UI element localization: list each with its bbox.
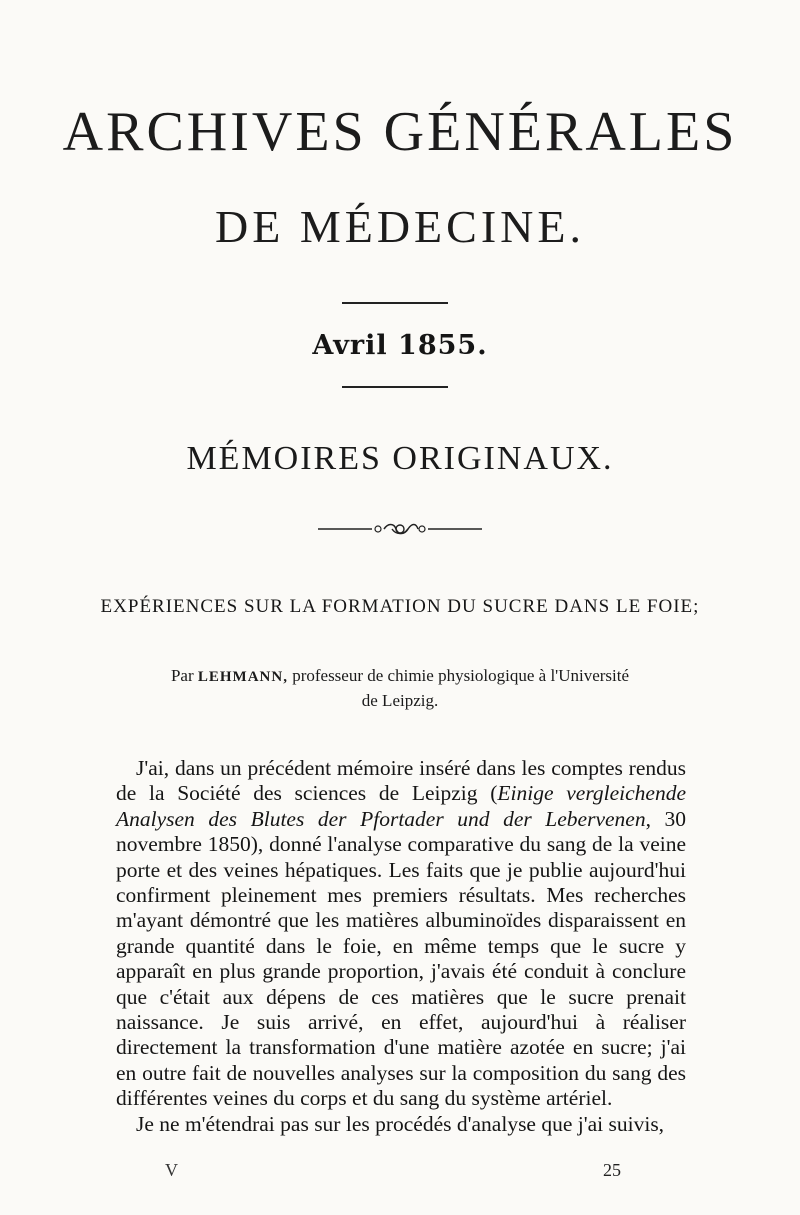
issue-date: Avril 1855. — [312, 330, 488, 361]
article-title: EXPÉRIENCES SUR LA FORMATION DU SUCRE DANS LE FOIE; — [100, 596, 700, 617]
article-body — [116, 756, 686, 1137]
page-number: 25 — [603, 1160, 621, 1180]
journal-title-line1: ARCHIVES GÉNÉRALES — [62, 101, 738, 163]
byline-city: de Leipzig. — [361, 691, 439, 710]
byline — [140, 664, 660, 713]
byline-affiliation: professeur de chimie physiologique à l'Université — [292, 666, 630, 685]
byline-prefix: Par — [170, 666, 194, 685]
paragraph-2: Je ne m'étendrai pas sur les procédés d'analyse que j'ai suivis, — [136, 1111, 665, 1136]
journal-title-line2: DE MÉDECINE. — [215, 201, 585, 252]
paragraph-1 — [116, 756, 686, 1112]
section-title: MÉMOIRES ORIGINAUX. — [186, 440, 614, 477]
paragraph-1-text-a: J'ai, dans un précédent mémoire inséré dans les comptes rendus de la Société des sciences de Leipzig ( — [116, 756, 686, 806]
bottom-rule — [342, 386, 448, 388]
author-name: LEHMANN, — [197, 669, 288, 685]
paragraph-1-text-b: , 30 novembre 1850), donné l'analyse comparative du sang de la veine porte et des veines hépatiques. Les faits que je publie aujourd'hui confirment pleinement mes premiers résultats. Mes recherches m'ayant démontré que les matières albuminoïdes disparaissent en grande quantité dans le foie, en même temps que le sucre y apparaît en plus grande proportion, j'avais été conduit à conclure que c'était aux dépens de ces matières que le sucre prenait naissance. Je suis arrivé, en effet, aujourd'hui à réaliser directement la transformation d'une matière azotée en sucre; j'ai en outre fait de nouvelles analyses sur la composition du sang des différentes veines du corps et du sang du système artériel. — [116, 806, 687, 1111]
top-rule — [342, 302, 448, 304]
signature-mark: V — [165, 1160, 178, 1180]
ornament-divider-icon — [318, 521, 482, 537]
paragraph-1-italic-title: Einige vergleichende Analysen des Blutes der Pfortader und der Lebervenen — [116, 781, 687, 831]
